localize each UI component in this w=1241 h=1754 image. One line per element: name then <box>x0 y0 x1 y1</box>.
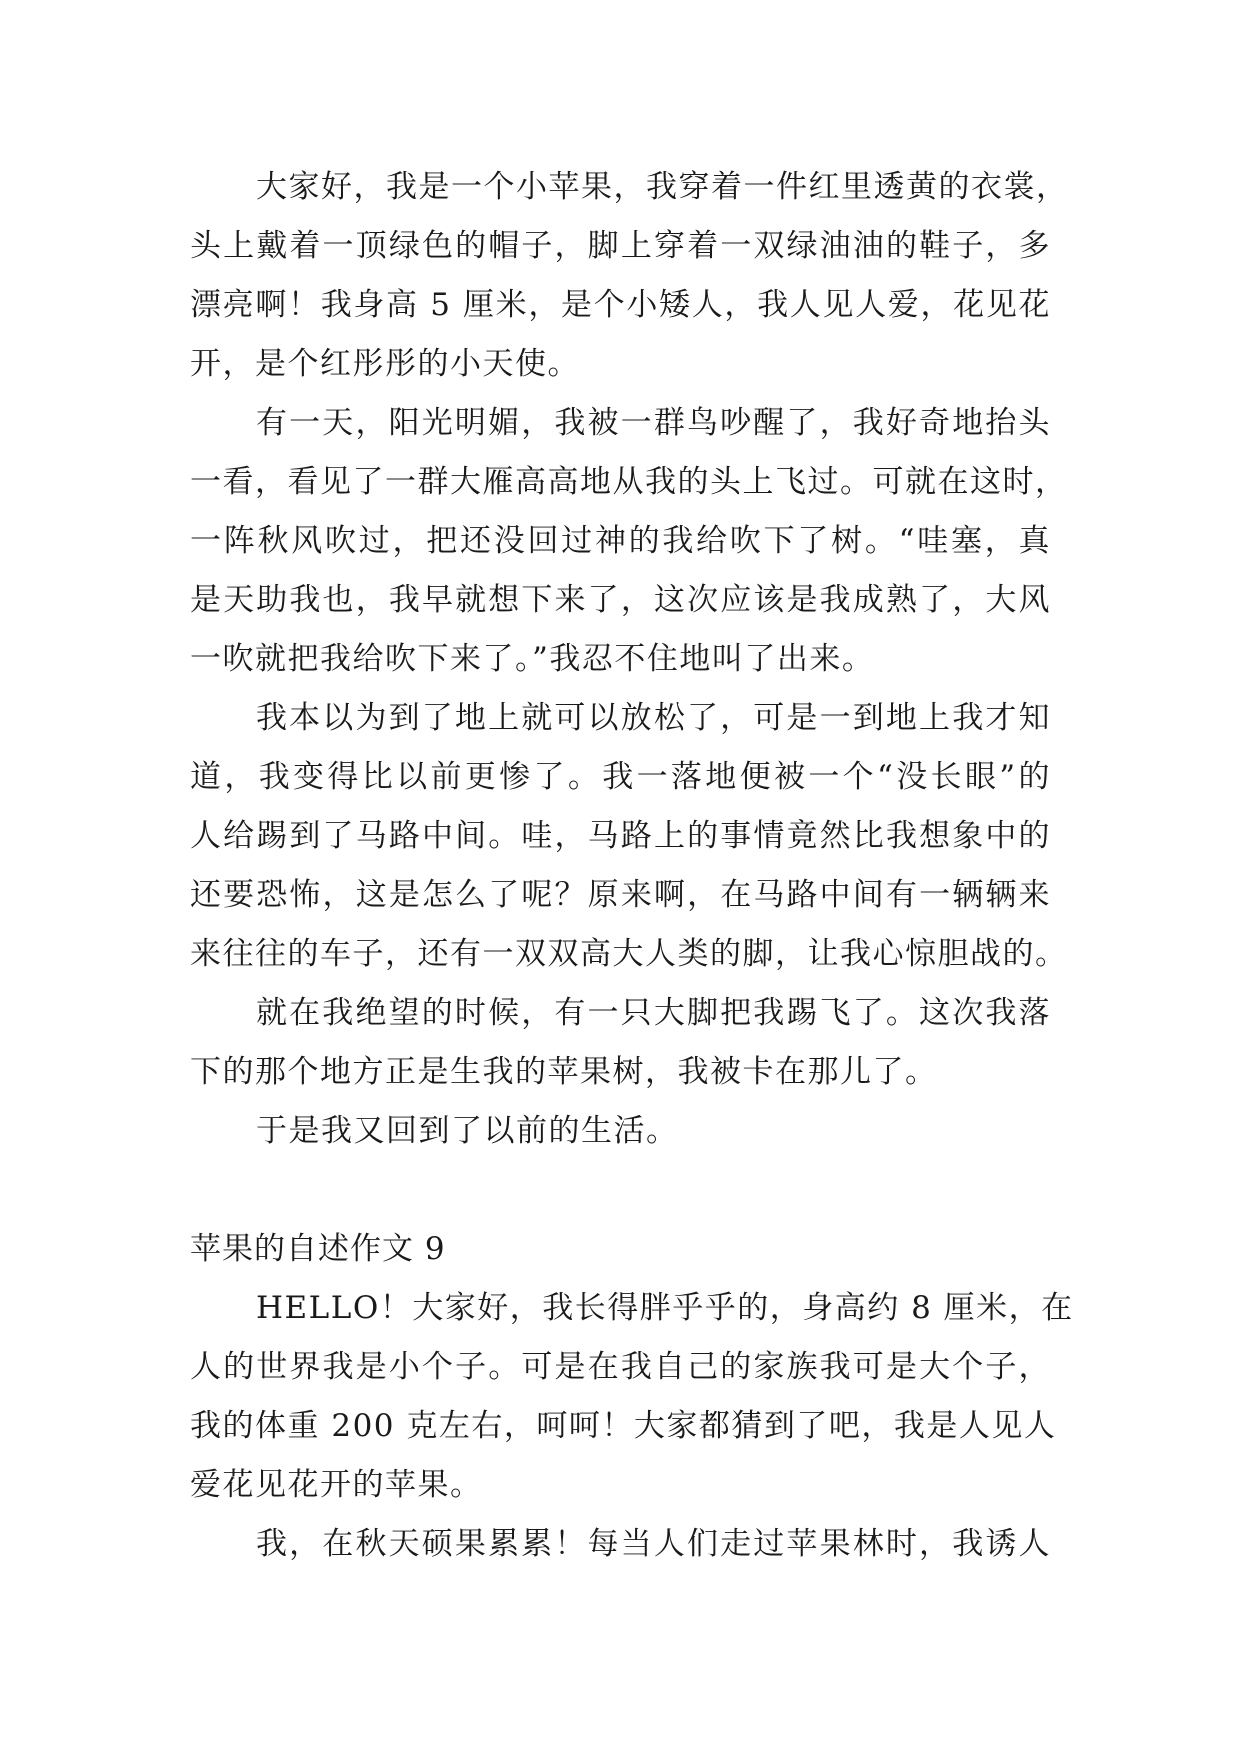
text-line: 一看，看见了一群大雁高高地从我的头上飞过。可就在这时， <box>190 464 1068 500</box>
text-line: 我，在秋天硕果累累！每当人们走过苹果林时，我诱人 <box>256 1526 1051 1562</box>
text-line: 下的那个地方正是生我的苹果树，我被卡在那儿了。 <box>190 1054 938 1090</box>
text-line: 人给踢到了马路中间。哇，马路上的事情竟然比我想象中的 <box>190 818 1051 854</box>
text-line: 一吹就把我给吹下来了。”我忍不住地叫了出来。 <box>190 641 875 677</box>
text-line: HELLO！大家好，我长得胖乎乎的，身高约 8 厘米，在 <box>256 1290 1074 1326</box>
text-line: 爱花见花开的苹果。 <box>190 1467 483 1503</box>
text-line: 来往往的车子，还有一双双高大人类的脚，让我心惊胆战的。 <box>190 936 1068 972</box>
text-line: 就在我绝望的时候，有一只大脚把我踢飞了。这次我落 <box>256 995 1051 1031</box>
text-line: 还要恐怖，这是怎么了呢？原来啊，在马路中间有一辆辆来 <box>190 877 1051 913</box>
text-line: 大家好，我是一个小苹果，我穿着一件红里透黄的衣裳， <box>256 169 1069 205</box>
text-line: 漂亮啊！我身高 5 厘米，是个小矮人，我人见人爱，花见花 <box>190 287 1051 323</box>
text-line: 人的世界我是小个子。可是在我自己的家族我可是大个子， <box>190 1349 1051 1385</box>
text-line: 有一天，阳光明媚，我被一群鸟吵醒了，我好奇地抬头 <box>256 405 1051 441</box>
section-heading: 苹果的自述作文 9 <box>190 1231 446 1267</box>
text-line: 头上戴着一顶绿色的帽子，脚上穿着一双绿油油的鞋子，多 <box>190 228 1051 264</box>
text-line: 我本以为到了地上就可以放松了，可是一到地上我才知 <box>256 700 1051 736</box>
text-line: 我的体重 200 克左右，呵呵！大家都猜到了吧，我是人见人 <box>190 1408 1057 1444</box>
text-line: 开，是个红彤彤的小天使。 <box>190 346 580 382</box>
text-line: 一阵秋风吹过，把还没回过神的我给吹下了树。“哇塞，真 <box>190 523 1051 559</box>
text-line: 于是我又回到了以前的生活。 <box>256 1113 679 1149</box>
text-line: 是天助我也，我早就想下来了，这次应该是我成熟了，大风 <box>190 582 1051 618</box>
text-line: 道，我变得比以前更惨了。我一落地便被一个“没长眼”的 <box>190 759 1051 795</box>
